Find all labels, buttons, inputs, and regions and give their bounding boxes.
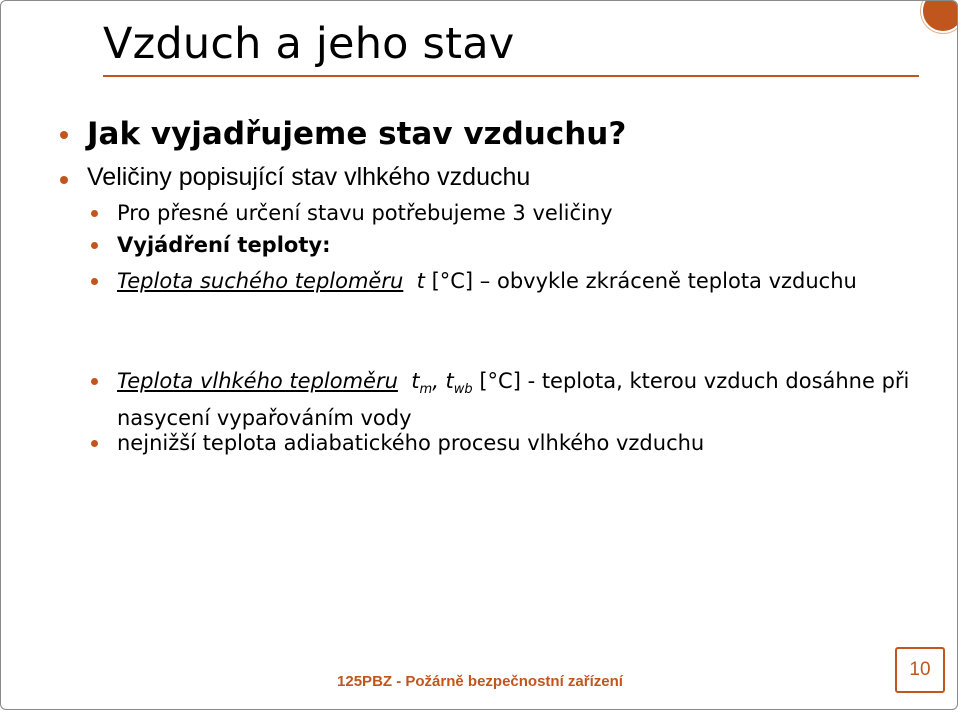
bullet-quantities: [87, 163, 530, 192]
corner-decoration: [921, 0, 958, 33]
bullet-text: Jak vyjadřujeme stav vzduchu?: [87, 116, 627, 152]
bullet-dot-icon: [60, 131, 68, 139]
wet-bulb-subscript-2: wb: [453, 382, 473, 398]
bullet-text: Veličiny popisující stav vlhkého vzduchu: [87, 163, 531, 191]
wet-bulb-description: [°C] - teplota, kterou vzduch dosáhne při nasycení vypařováním vody: [117, 369, 910, 431]
bullet-dot-icon: [91, 278, 98, 285]
bullet-dot-icon: [91, 210, 98, 217]
bullet-question: [87, 116, 626, 152]
dry-bulb-description: [°C] – obvykle zkráceně teplota vzduchu: [424, 269, 857, 293]
sub-bullet-dry-bulb: [117, 267, 917, 296]
wet-bulb-term: Teplota vlhkého teploměru: [117, 369, 398, 393]
wet-bulb-symbol-2: t: [445, 369, 454, 393]
slide-title: Vzduch a jeho stav: [103, 19, 515, 69]
bullet-dot-icon: [60, 176, 68, 184]
wet-bulb-separator: ,: [432, 369, 446, 393]
dry-bulb-symbol: t: [416, 269, 425, 293]
page-number: 10: [895, 647, 945, 693]
footer-course-name: 125PBZ - Požárně bezpečnostní zařízení: [337, 673, 623, 690]
wet-bulb-subscript-1: m: [419, 382, 433, 398]
sub-bullet-text: Vyjádření teploty:: [117, 233, 331, 257]
wet-bulb-symbol-1: t: [411, 369, 420, 393]
dry-bulb-term: Teplota suchého teploměru: [117, 269, 404, 293]
sub-bullet-text: Pro přesné určení stavu potřebujeme 3 veličiny: [117, 201, 613, 225]
sub-bullet-temperature-heading: [117, 231, 330, 260]
title-underline: [103, 75, 919, 77]
sub-bullet-text: nejnižší teplota adiabatického procesu vlhkého vzduchu: [117, 431, 705, 455]
sub-bullet-three-quantities: [117, 199, 613, 228]
sub-bullet-adiabatic: [117, 429, 704, 458]
bullet-dot-icon: [91, 242, 98, 249]
sub-bullet-wet-bulb: [117, 367, 917, 433]
bullet-dot-icon: [91, 378, 98, 385]
bullet-dot-icon: [91, 440, 98, 447]
